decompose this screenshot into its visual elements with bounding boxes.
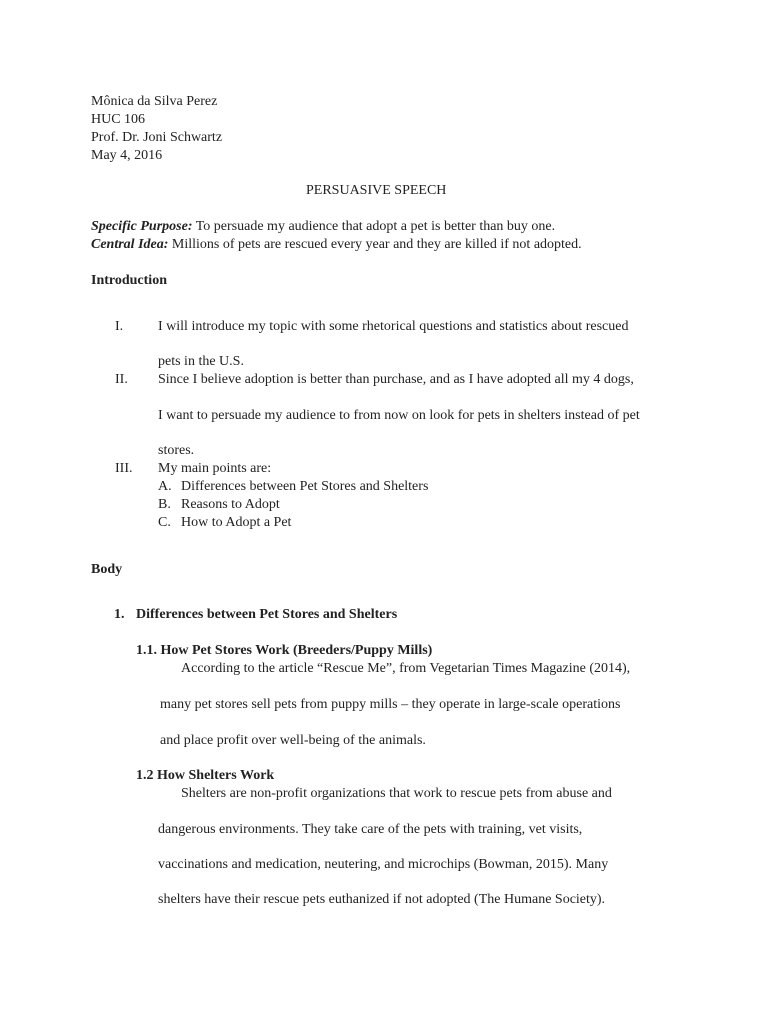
intro-item-1-line-2: pets in the U.S.	[158, 354, 244, 369]
central-idea-label: Central Idea:	[91, 237, 169, 252]
subsection-1-1-line-1: According to the article “Rescue Me”, from Vegetarian Times Magazine (2014),	[181, 661, 631, 676]
author-name: Mônica da Silva Perez	[91, 94, 218, 109]
intro-item-2-line-1: Since I believe adoption is better than purchase, and as I have adopted all my 4 dogs,	[158, 372, 634, 387]
intro-numeral-2: II.	[115, 372, 128, 387]
intro-item-3-line-1: My main points are:	[158, 461, 272, 476]
specific-purpose	[91, 218, 555, 236]
subpoint-letter-a: A.	[158, 479, 172, 494]
subpoint-text-a: Differences between Pet Stores and Shelters	[181, 479, 429, 494]
subpoint-text-c: How to Adopt a Pet	[181, 515, 292, 530]
subsection-1-2-line-2: dangerous environments. They take care of the pets with training, vet visits,	[158, 822, 583, 837]
subsection-1-1-line-3: and place profit over well-being of the animals.	[160, 733, 426, 748]
subpoint-text-b: Reasons to Adopt	[181, 497, 280, 512]
central-idea	[91, 236, 582, 254]
intro-numeral-1: I.	[115, 319, 124, 334]
section-1-number: 1.	[114, 607, 125, 622]
subpoint-letter-c: C.	[158, 515, 171, 530]
professor-name: Prof. Dr. Joni Schwartz	[91, 130, 223, 145]
document-title: PERSUASIVE SPEECH	[306, 183, 447, 198]
subsection-1-2-heading: 1.2 How Shelters Work	[136, 768, 275, 783]
intro-item-2-line-3: stores.	[158, 443, 195, 458]
subsection-1-2-line-3: vaccinations and medication, neutering, and microchips (Bowman, 2015). Many	[158, 857, 609, 872]
document-date: May 4, 2016	[91, 148, 163, 163]
subpoint-letter-b: B.	[158, 497, 171, 512]
introduction-heading: Introduction	[91, 273, 167, 288]
subsection-1-1-heading: 1.1. How Pet Stores Work (Breeders/Puppy Mills)	[136, 643, 433, 658]
body-heading: Body	[91, 562, 123, 577]
intro-item-1-line-1: I will introduce my topic with some rhetorical questions and statistics about rescued	[158, 319, 629, 334]
specific-purpose-label: Specific Purpose:	[91, 219, 193, 234]
section-1-title: Differences between Pet Stores and Shelters	[136, 607, 398, 622]
subsection-1-2-line-4: shelters have their rescue pets euthanized if not adopted (The Humane Society).	[158, 892, 606, 907]
specific-purpose-text: To persuade my audience that adopt a pet is better than buy one.	[192, 219, 556, 234]
central-idea-text: Millions of pets are rescued every year and they are killed if not adopted.	[168, 237, 582, 252]
subsection-1-2-line-1: Shelters are non-profit organizations that work to rescue pets from abuse and	[181, 786, 612, 801]
subsection-1-1-line-2: many pet stores sell pets from puppy mills – they operate in large-scale operations	[160, 697, 621, 712]
intro-numeral-3: III.	[115, 461, 133, 476]
course-code: HUC 106	[91, 112, 146, 127]
intro-item-2-line-2: I want to persuade my audience to from now on look for pets in shelters instead of pet	[158, 408, 640, 423]
